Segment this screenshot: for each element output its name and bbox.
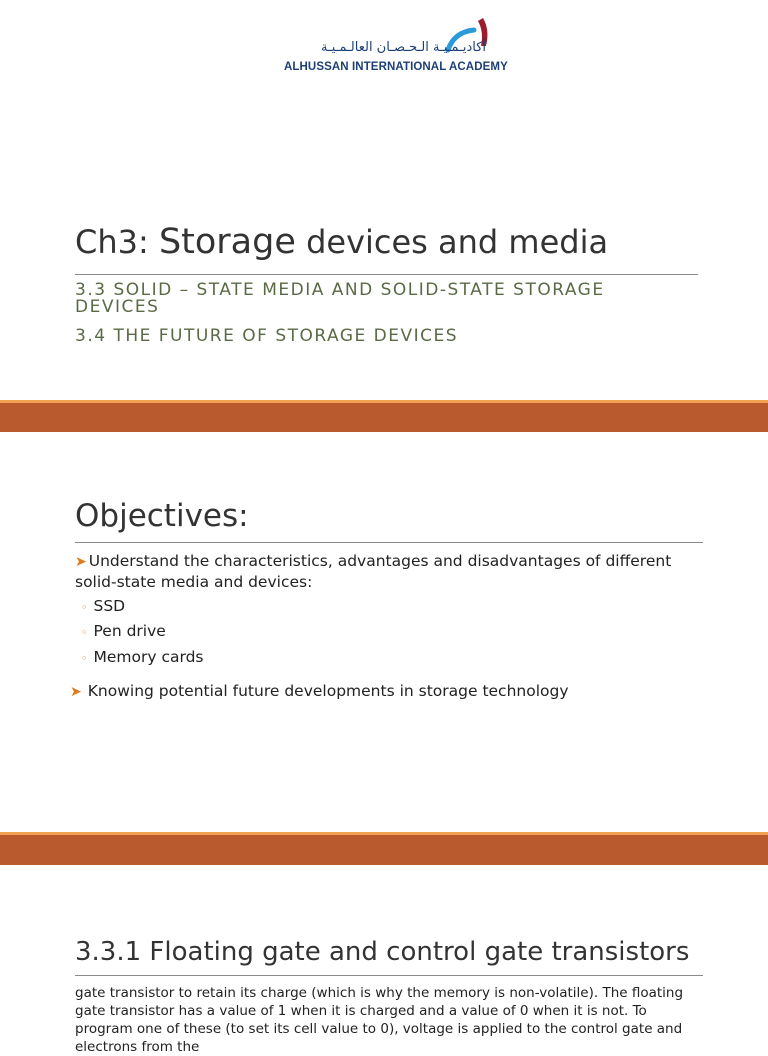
sub-item-text: SSD bbox=[93, 597, 126, 615]
objective-bullet-2 bbox=[70, 681, 690, 702]
slide-divider-2 bbox=[0, 832, 768, 865]
academy-logo bbox=[278, 12, 508, 78]
slide-floating-gate bbox=[0, 865, 768, 1055]
arrow-bullet-icon: ➤ bbox=[75, 554, 87, 570]
sub-item-pen-drive bbox=[81, 622, 166, 640]
floating-gate-underline bbox=[75, 975, 703, 976]
sub-item-memory-cards bbox=[81, 648, 204, 666]
title-prefix: Ch3: bbox=[75, 223, 149, 261]
title-big-word: Storage bbox=[158, 222, 296, 262]
sub-item-text: Memory cards bbox=[93, 648, 204, 666]
objectives-heading: Objectives: bbox=[75, 498, 249, 534]
logo-english-text: ALHUSSAN INTERNATIONAL ACADEMY bbox=[284, 61, 508, 73]
ring-bullet-icon: ◦ bbox=[81, 626, 88, 639]
objective-bullet-2-text: Knowing potential future developments in storage technology bbox=[87, 682, 569, 700]
objective-bullet-1-text: Understand the characteristics, advantages and disadvantages of different solid-state media and devices: bbox=[75, 552, 672, 591]
sub-item-text: Pen drive bbox=[93, 622, 166, 640]
slide-title bbox=[0, 0, 768, 400]
slide-divider-1 bbox=[0, 400, 768, 432]
arrow-bullet-icon: ➤ bbox=[70, 684, 82, 700]
title-underline bbox=[75, 274, 698, 275]
ring-bullet-icon: ◦ bbox=[81, 601, 88, 614]
slide-title-heading bbox=[75, 222, 608, 262]
floating-gate-heading: 3.3.1 Floating gate and control gate transistors bbox=[75, 937, 690, 967]
ring-bullet-icon: ◦ bbox=[81, 652, 88, 665]
objective-bullet-1 bbox=[75, 551, 675, 592]
logo-arabic-text: أكاديـمـيـة الـحـصـان العالـمـيـة bbox=[320, 40, 486, 55]
slide-objectives bbox=[0, 432, 768, 832]
title-rest: devices and media bbox=[306, 223, 609, 261]
sub-item-ssd bbox=[81, 597, 125, 615]
objectives-underline bbox=[75, 542, 703, 543]
subtitle-3-3: 3.3 SOLID – STATE MEDIA AND SOLID-STATE STORAGE DEVICES bbox=[75, 280, 605, 317]
floating-gate-paragraph: gate transistor to retain its charge (which is why the memory is non-volatile). The floating gate transistor has a value of 1 when it is charged and a value of 0 when it is not. To program one of these (to set its cell value to 0), voltage is applied to the control gate and electrons from the bbox=[75, 985, 684, 1055]
subtitle-3-4: 3.4 THE FUTURE OF STORAGE DEVICES bbox=[75, 326, 459, 346]
